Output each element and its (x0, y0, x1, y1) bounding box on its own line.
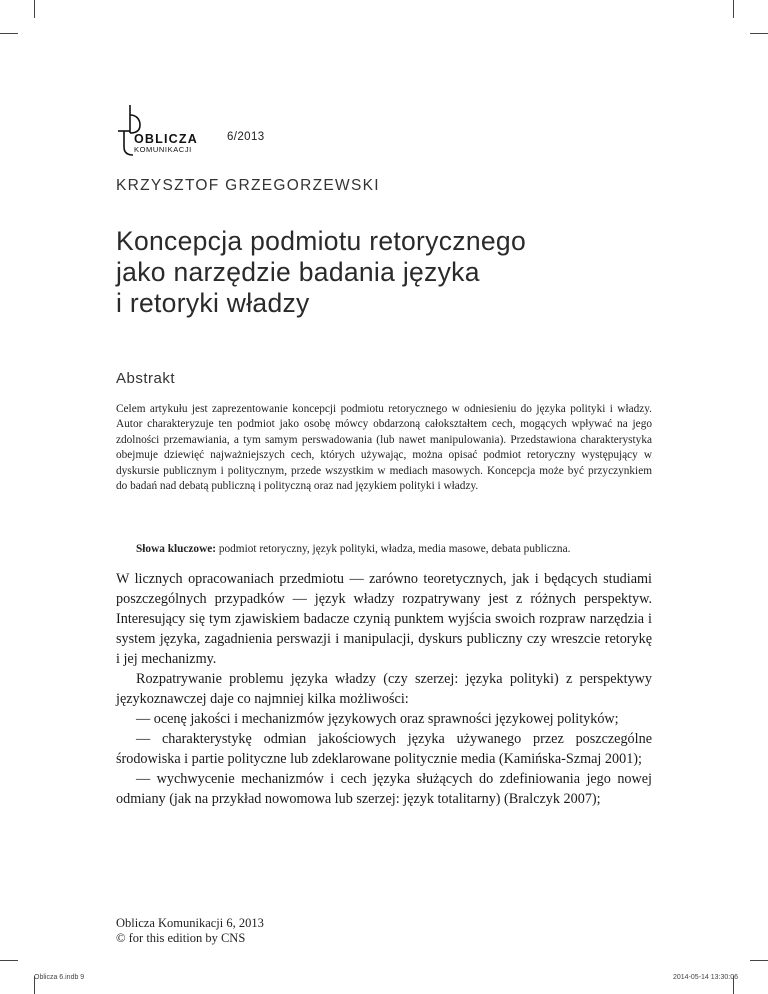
crop-mark (0, 33, 18, 34)
print-timestamp: 2014-05-14 13:30:06 (673, 974, 738, 981)
crop-mark (750, 33, 768, 34)
footer-copyright: © for this edition by CNS (116, 931, 246, 945)
crop-mark (34, 0, 35, 18)
body-list-item: — wychwycenie mechanizmów i cech języka służących do zdefiniowania jego nowej odmiany (jak na przykład nowomowa lub szerzej: język totalitarny) (Bralczyk 2007); (116, 771, 652, 807)
title-line: i retoryki władzy (116, 288, 310, 318)
article-title (116, 226, 676, 319)
logo-subtitle: KOMUNIKACJI (134, 145, 192, 154)
title-line: Koncepcja podmiotu retorycznego (116, 226, 526, 256)
article-body (116, 569, 652, 809)
page-footer (116, 916, 264, 946)
issue-number: 6/2013 (227, 131, 265, 143)
logo-word: OBLICZA (134, 132, 198, 146)
keywords-list: podmiot retoryczny, język polityki, władza, media masowe, debata publiczna. (218, 543, 571, 555)
crop-mark (0, 960, 18, 961)
body-list-item: — ocenę jakości i mechanizmów językowych oraz sprawności językowej polityków; (136, 711, 619, 727)
keywords-label: Słowa kluczowe: (136, 543, 217, 555)
keywords (136, 542, 656, 557)
abstract-heading: Abstrakt (116, 370, 176, 387)
title-line: jako narzędzie badania języka (116, 257, 480, 287)
crop-mark (750, 960, 768, 961)
print-file-info: Oblicza 6.indb 9 (34, 974, 85, 981)
body-paragraph: Rozpatrywanie problemu języka władzy (czy szerzej: języka polityki) z perspektywy językoznawczej daje co najmniej kilka możliwości: (116, 671, 652, 707)
abstract-text: Celem artykułu jest zaprezentowanie koncepcji podmiotu retorycznego w odniesieniu do języka polityki i władzy. Autor charakteryzuje ten podmiot jako osobę mówcy obdarzoną całokształtem cech, mogących wpływać na jego zdolności przemawiania, a tym samym perswadowania (lub nawet manipulowania). Przedstawiona charakterystyka obejmuje dziewięć najważniejszych cech, których używając, można opisać podmiot retoryczny występujący w dyskursie publicznym i politycznym, przede wszystkim w mediach masowych. Koncepcja może być przyczynkiem do badań nad debatą publiczną i polityczną oraz nad językiem polityki i władzy. (116, 403, 652, 493)
body-paragraph: W licznych opracowaniach przedmiotu — zarówno teoretycznych, jak i będących studiami poszczególnych przypadków — język władzy rozpatrywany jest z różnych perspektyw. Interesujący się tym zjawiskiem badacze czynią punktem wyjścia swoich rozpraw narzędzia i system języka, zagadnienia perswazji i manipulacji, dyskurs publiczny czy wreszcie retorykę i jej mechanizmy. (116, 571, 652, 667)
crop-mark (733, 0, 734, 18)
body-list-item: — charakterystykę odmian jakościowych języka używanego przez poszczególne środowiska i partie polityczne lub zdeklarowane politycznie media (Kamińska-Szmaj 2001); (116, 731, 652, 767)
footer-citation: Oblicza Komunikacji 6, 2013 (116, 916, 264, 930)
journal-logo (116, 103, 216, 159)
author-name: KRZYSZTOF GRZEGORZEWSKI (116, 177, 380, 194)
